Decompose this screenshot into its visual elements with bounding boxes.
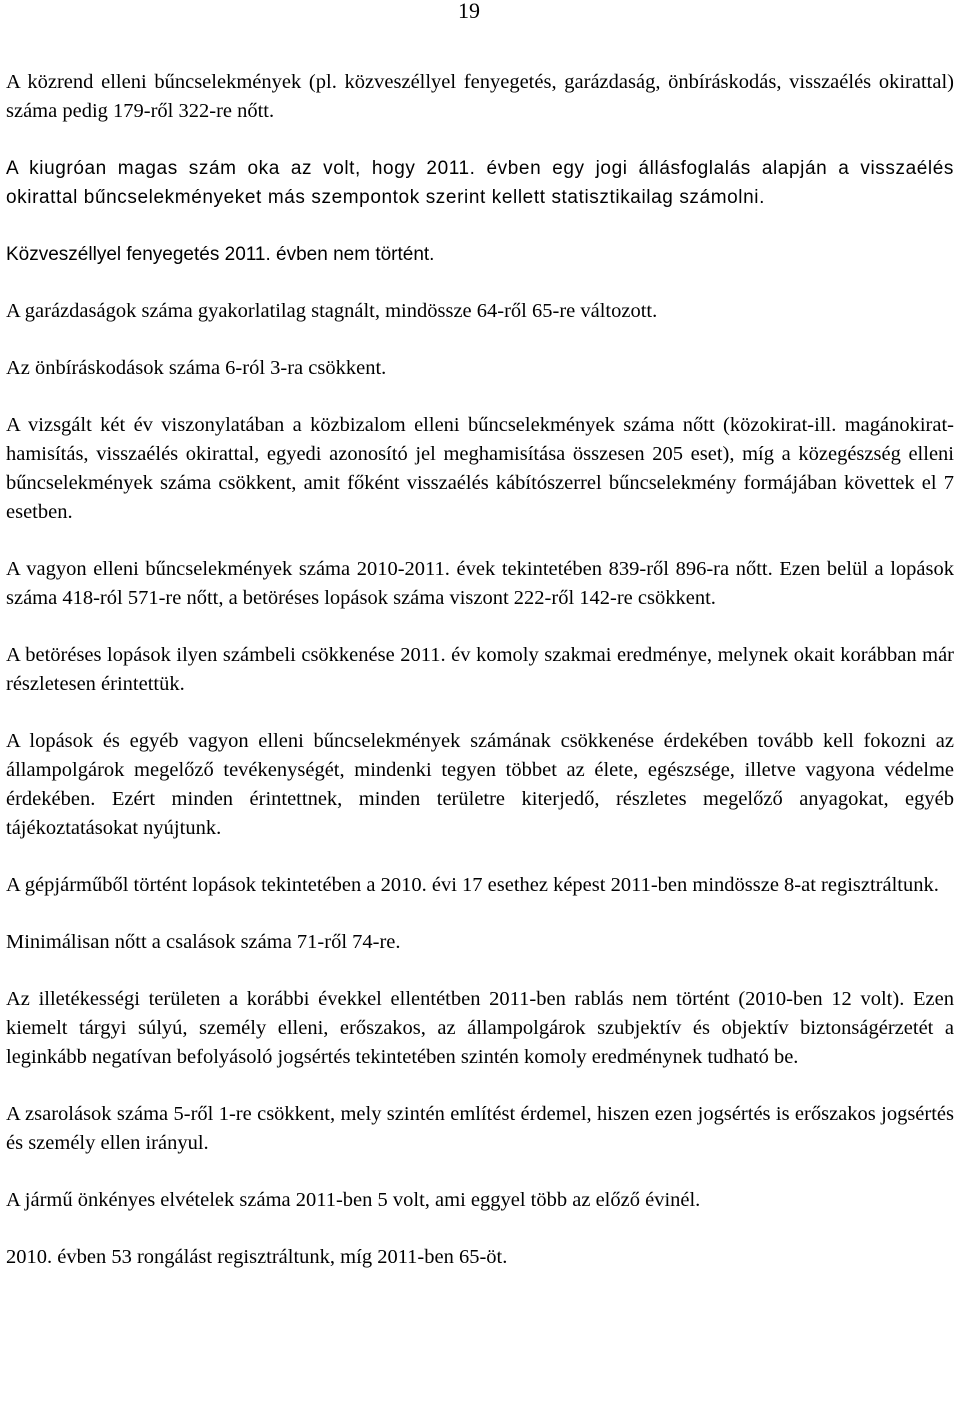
paragraph-fraud: Minimálisan nőtt a csalások száma 71-ről 74-re. — [6, 931, 401, 953]
paragraph-prevention: A lopások és egyéb vagyon elleni bűncselekmények számának csökkenése érdekében tovább kell fokozni az állampolgárok megelőző tevékenységét, mindenki tegyen többet az élete, egészsége, illetve vagyona védelme érdekében. Ezért minden érintettnek, minden területre kiterjedő, részletes megelőző anyagokat, egyéb tájékoztatásokat nyújtunk. — [6, 730, 954, 839]
page-number: 19 — [458, 0, 480, 23]
paragraph-public-trust-crimes: A vizsgált két év viszonylatában a közbizalom elleni bűncselekmények száma nőtt (közokirat-ill. magánokirat-hamisítás, visszaélés okirattal, egyedi azonosító jel meghamisítása összesen 205 eset), míg a közegészség elleni bűncselekmények száma csökkent, amit főként visszaélés kábítószerrel bűncselekmény formájában követtek el 7 esetben. — [6, 414, 954, 523]
paragraph-property-crimes: A vagyon elleni bűncselekmények száma 2010-2011. évek tekintetében 839-ről 896-ra nőtt. Ezen belül a lopások száma 418-ról 571-re nőtt, a betöréses lopások száma viszont 222-ről 142-re csökkent. — [6, 558, 954, 609]
paragraph-disorderly-conduct: A garázdaságok száma gyakorlatilag stagnált, mindössze 64-ről 65-re változott. — [6, 300, 658, 322]
document-body — [6, 68, 954, 1300]
paragraph-high-number-reason: A kiugróan magas szám oka az volt, hogy 2011. évben egy jogi állásfoglalás alapján a visszaélés okirattal bűncselekményeket más szempontok szerint kellett statisztikailag számolni. — [6, 158, 954, 208]
paragraph-vehicle-taking: A jármű önkényes elvételek száma 2011-ben 5 volt, ami eggyel több az előző évinél. — [6, 1189, 701, 1211]
paragraph-public-order-crimes: A közrend elleni bűncselekmények (pl. közveszéllyel fenyegetés, garázdaság, önbíráskodás, visszaélés okirattal) száma pedig 179-ről 322-re nőtt. — [6, 71, 954, 122]
paragraph-extortion: A zsarolások száma 5-ről 1-re csökkent, mely szintén említést érdemel, hiszen ezen jogsértés is erőszakos jogsértés és személy ellen irányul. — [6, 1103, 954, 1154]
paragraph-public-threat: Közveszéllyel fenyegetés 2011. évben nem történt. — [6, 244, 435, 265]
paragraph-self-help: Az önbíráskodások száma 6-ról 3-ra csökkent. — [6, 357, 387, 379]
paragraph-vehicle-theft: A gépjárműből történt lopások tekintetében a 2010. évi 17 esethez képest 2011-ben mindössze 8-at regisztráltunk. — [6, 874, 939, 896]
paragraph-burglary-decrease: A betöréses lopások ilyen számbeli csökkenése 2011. év komoly szakmai eredménye, melynek okait korábban már részletesen érintettük. — [6, 644, 954, 695]
paragraph-vandalism: 2010. évben 53 rongálást regisztráltunk, míg 2011-ben 65-öt. — [6, 1246, 508, 1268]
paragraph-robbery: Az illetékességi területen a korábbi évekkel ellentétben 2011-ben rablás nem történt (2010-ben 12 volt). Ezen kiemelt tárgyi súlyú, személy elleni, erőszakos, az állampolgárok szubjektív és objektív biztonságérzetét a leginkább negatívan befolyásoló jogsértés tekintetében szintén komoly eredménynek tudható be. — [6, 988, 954, 1068]
